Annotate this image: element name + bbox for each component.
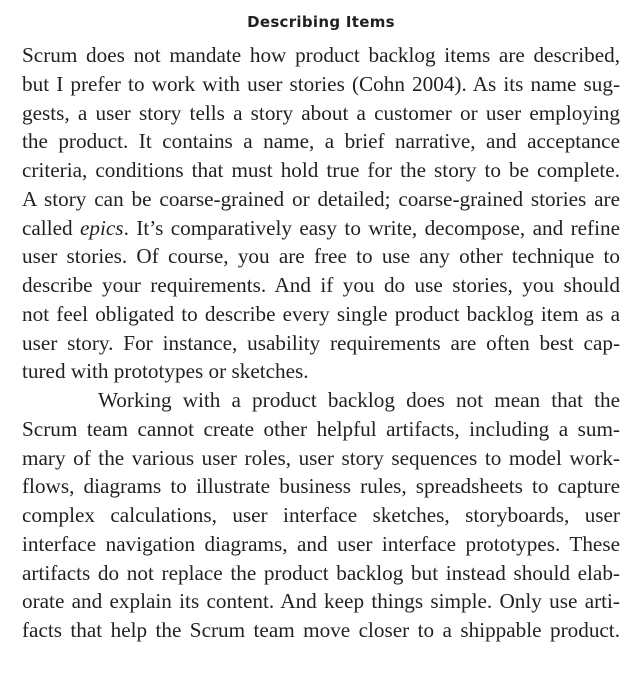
text-line: interface navigation diagrams, and user interface prototypes. These [22,531,620,556]
text-line: A story can be coarse-grained or detailed; coarse-grained stories are [22,186,620,211]
text-line: but I prefer to work with user stories (Cohn 2004). As its name sug- [22,71,620,96]
text-line-with-term [22,214,620,243]
text-line: tured with prototypes or sketches. [22,359,309,384]
text-line: Scrum team cannot create other helpful artifacts, including a sum- [22,416,620,441]
text-segment: . It’s comparatively easy to write, decompose, and refine [123,215,620,240]
emphasized-term: epics [80,215,124,240]
text-line: artifacts do not replace the product backlog but instead should elab- [22,560,620,585]
document-page [22,12,620,645]
text-line: flows, diagrams to illustrate business rules, spreadsheets to capture [22,474,620,499]
text-line: complex calculations, user interface sketches, storyboards, user [22,503,620,527]
paragraph-1 [22,41,620,386]
text-line: facts that help the Scrum team move closer to a shippable product. [22,618,620,642]
text-line: orate and explain its content. And keep things simple. Only use arti- [22,589,620,614]
text-segment: called [22,215,73,240]
text-line: Working with a product backlog does not mean that the [98,388,620,412]
text-line: mary of the various user roles, user story sequences to model work- [22,445,620,470]
text-line: criteria, conditions that must hold true for the story to be complete. [22,158,620,182]
text-line: Scrum does not mandate how product backlog items are described, [22,43,620,67]
text-line: describe your requirements. And if you do use stories, you should [22,273,620,297]
section-heading: Describing Items [247,13,395,31]
text-line: not feel obligated to describe every single product backlog item as a [22,301,620,326]
text-line: user story. For instance, usability requirements are often best cap- [22,330,620,355]
text-line: user stories. Of course, you are free to use any other technique to [22,244,620,269]
text-line: the product. It contains a name, a brief narrative, and acceptance [22,129,620,154]
text-line: gests, a user story tells a story about a customer or user employing [22,100,620,125]
paragraph-2 [22,386,620,645]
